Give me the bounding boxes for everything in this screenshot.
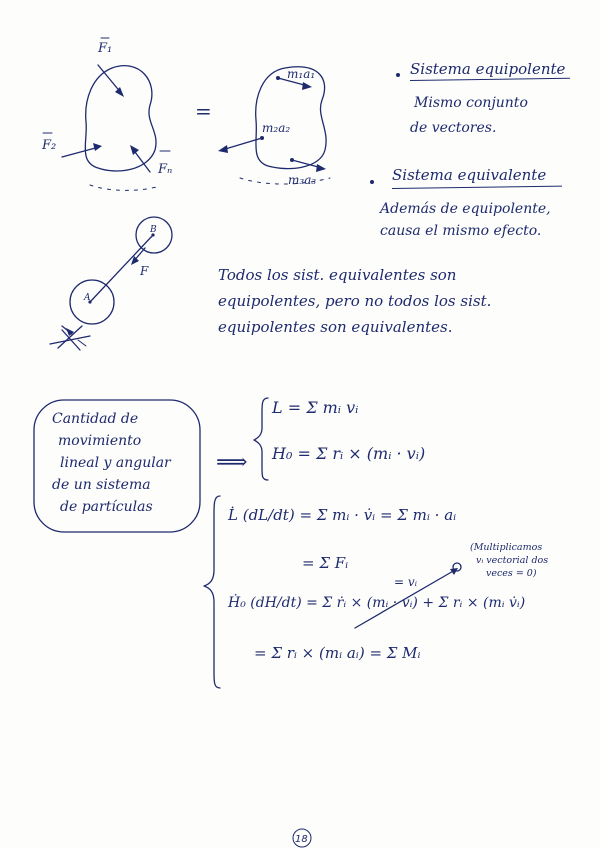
body-left-diagram xyxy=(43,38,173,190)
m3a3-label: m₃a₃ xyxy=(288,173,317,187)
eq-L-def: L = Σ mᵢ vᵢ xyxy=(272,398,359,417)
equipolente-title: Sistema equipolente xyxy=(410,60,566,78)
force-f2-label: F₂ xyxy=(42,138,57,153)
zero-circle xyxy=(453,563,461,571)
statement-line2: equipolentes, pero no todos los sist. xyxy=(218,292,492,310)
force-f1-label: F₁ xyxy=(98,41,113,56)
box-line5: de partículas xyxy=(60,499,153,515)
upper-brace xyxy=(254,398,268,480)
force-fn-label: Fₙ xyxy=(158,162,173,177)
lower-brace xyxy=(204,496,220,688)
bullet-equivalente xyxy=(370,180,374,184)
statement-line1: Todos los sist. equivalentes son xyxy=(218,266,457,284)
note-line3: veces = 0) xyxy=(486,568,537,579)
note-line2: vᵢ vectorial dos xyxy=(476,555,549,566)
equivalente-line1: Además de equipolente, xyxy=(380,201,551,217)
statement-line3: equipolentes son equivalentes. xyxy=(218,318,453,336)
equipolente-line2: de vectores. xyxy=(410,120,497,136)
m2a2-label: m₂a₂ xyxy=(262,121,291,135)
m1a1-label: m₁a₁ xyxy=(287,67,316,81)
equivalente-line2: causa el mismo efecto. xyxy=(380,223,542,239)
box-line2: movimiento xyxy=(58,433,142,449)
implies-arrow: ⟹ xyxy=(216,450,248,475)
point-a-label: A xyxy=(84,293,91,303)
equals-sign: = xyxy=(195,99,212,123)
circles-diagram xyxy=(50,217,172,350)
force-f-label: F xyxy=(140,264,149,278)
note-line1: (Multiplicamos xyxy=(470,542,543,553)
vi-label: = vᵢ xyxy=(394,575,418,589)
equipolente-line1: Mismo conjunto xyxy=(414,95,528,111)
eq-Ho-dot-2: = Σ rᵢ × (mᵢ aᵢ) = Σ Mᵢ xyxy=(254,644,421,662)
page-number: 18 xyxy=(295,834,308,845)
point-b-label: B xyxy=(150,225,157,235)
eq-Ho-dot: Ḣ₀ (dH/dt) = Σ ṙᵢ × (mᵢ · vᵢ) + Σ rᵢ × (mᵢ v̇ᵢ) xyxy=(228,595,526,611)
eq-Ho-def: H₀ = Σ rᵢ × (mᵢ · vᵢ) xyxy=(272,444,426,463)
box-line1: Cantidad de xyxy=(52,411,139,427)
box-line3: lineal y angular xyxy=(60,455,171,471)
eq-L-dot-2: = Σ Fᵢ xyxy=(302,554,349,572)
bullet-equipolente xyxy=(396,73,400,77)
box-line4: de un sistema xyxy=(52,477,151,493)
equivalente-title: Sistema equivalente xyxy=(392,166,547,184)
eq-L-dot: L̇ (dL/dt) = Σ mᵢ · v̇ᵢ = Σ mᵢ · aᵢ xyxy=(228,506,457,524)
